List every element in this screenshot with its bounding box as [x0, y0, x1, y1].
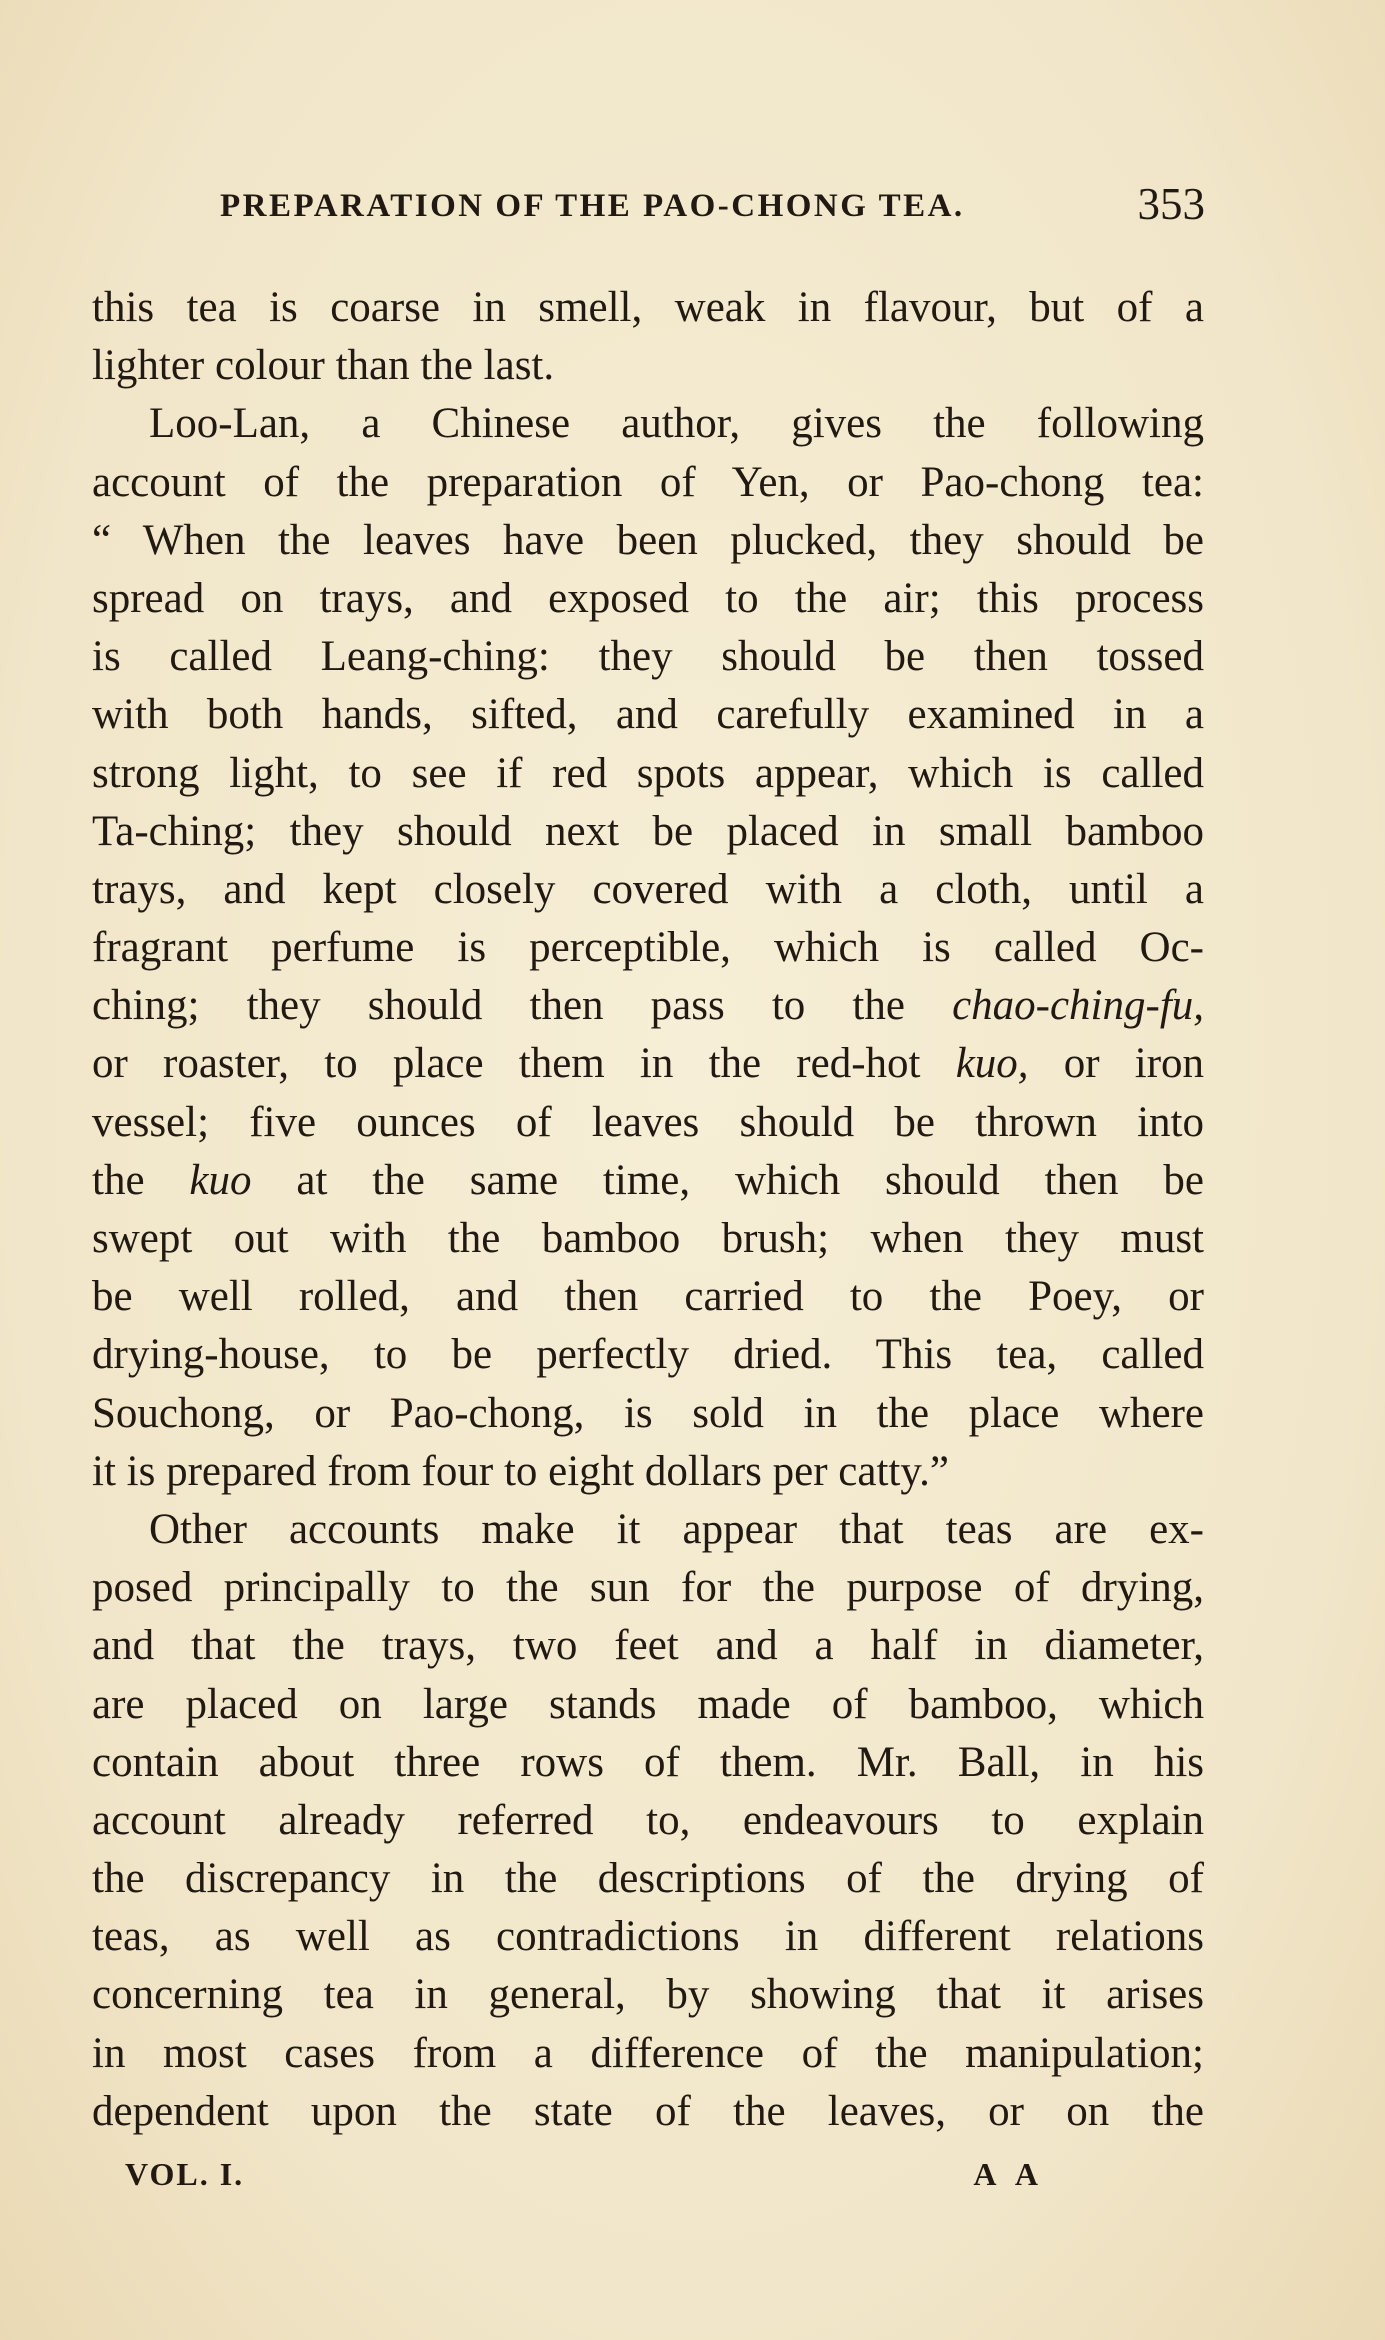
signature-mark: A A: [973, 2156, 1045, 2192]
running-head: PREPARATION OF THE PAO-CHONG TEA.: [220, 188, 965, 224]
text-line: be well rolled, and then carried to the Poey, or: [92, 1273, 1204, 1321]
text-line: concerning tea in general, by showing that it arises: [92, 1971, 1204, 2019]
text-line: teas, as well as contradictions in different relations: [92, 1913, 1204, 1961]
text-line: swept out with the bamboo brush; when they must: [92, 1215, 1204, 1262]
text-line: contain about three rows of them. Mr. Ball, in his: [92, 1738, 1204, 1786]
text-segment: ching; they should then pass to the: [92, 982, 905, 1030]
text-line: vessel; five ounces of leaves should be thrown into: [92, 1098, 1204, 1146]
text-segment: the: [92, 1156, 145, 1204]
page-footer: [125, 2156, 1045, 2206]
text-line: Other accounts make it appear that teas are ex-: [149, 1505, 1204, 1553]
text-line: posed principally to the sun for the purpose of drying,: [92, 1564, 1204, 1612]
text-segment: at the same time, which should then be: [296, 1156, 1204, 1204]
text-line: lighter colour than the last.: [92, 342, 555, 390]
italic-term: kuo: [189, 1156, 252, 1204]
body-text: [92, 279, 1204, 2141]
text-line: in most cases from a difference of the manipulation;: [92, 2029, 1204, 2077]
text-segment: or roaster, to place them in the red-hot: [92, 1040, 921, 1088]
text-line: this tea is coarse in smell, weak in flavour, but of a: [92, 284, 1204, 331]
page-number: 353: [1137, 179, 1205, 229]
text-line: [92, 977, 1204, 1035]
text-line: drying-house, to be perfectly dried. This tea, called: [92, 1331, 1204, 1379]
text-segment: or iron: [1063, 1040, 1204, 1088]
text-line: account already referred to, endeavours to explain: [92, 1796, 1204, 1844]
page-header: [220, 178, 1205, 238]
text-line: dependent upon the state of the leaves, or on the: [92, 2087, 1204, 2135]
text-line: fragrant perfume is perceptible, which is called Oc-: [92, 924, 1204, 972]
text-line: [92, 1152, 1204, 1210]
text-line: strong light, to see if red spots appear, which is called: [92, 749, 1204, 797]
text-line: spread on trays, and exposed to the air; this process: [92, 574, 1204, 622]
text-line: Ta-ching; they should next be placed in small bamboo: [92, 807, 1204, 855]
text-line: “ When the leaves have been plucked, they should be: [92, 516, 1204, 564]
italic-term: chao-ching-fu,: [952, 982, 1204, 1030]
text-line: trays, and kept closely covered with a cloth, until a: [92, 865, 1204, 913]
italic-term: kuo,: [955, 1040, 1029, 1088]
text-line: are placed on large stands made of bamboo, which: [92, 1680, 1204, 1728]
text-line: [92, 1035, 1204, 1093]
text-line: with both hands, sifted, and carefully examined in a: [92, 691, 1204, 739]
text-line: account of the preparation of Yen, or Pao-chong tea:: [92, 458, 1204, 506]
text-line: is called Leang-ching: they should be then tossed: [92, 633, 1204, 681]
text-line: Souchong, or Pao-chong, is sold in the place where: [92, 1389, 1204, 1437]
text-line: it is prepared from four to eight dollars per catty.”: [92, 1447, 949, 1495]
text-line: the discrepancy in the descriptions of the drying of: [92, 1855, 1204, 1903]
text-line: and that the trays, two feet and a half in diameter,: [92, 1622, 1204, 1670]
volume-label: VOL. I.: [125, 2156, 245, 2192]
text-line: Loo-Lan, a Chinese author, gives the following: [149, 400, 1204, 448]
